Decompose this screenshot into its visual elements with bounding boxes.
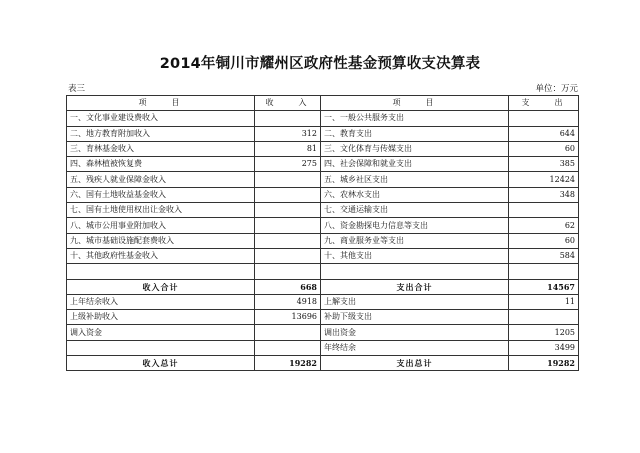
income-item-cell: 收入合计 [67, 279, 255, 294]
table-row [67, 310, 579, 325]
expense-item-cell: 七、交通运输支出 [321, 203, 509, 218]
header-income-item: 项 目 [67, 96, 255, 111]
income-amount-cell: 81 [255, 141, 321, 156]
table-row [67, 325, 579, 340]
expense-amount-cell: 19282 [509, 356, 579, 371]
expense-item-cell: 三、文化体育与传媒支出 [321, 141, 509, 156]
income-amount-cell: 19282 [255, 356, 321, 371]
expense-item-cell: 上解支出 [321, 294, 509, 309]
income-amount-cell [255, 248, 321, 263]
income-amount-cell [255, 233, 321, 248]
income-amount-cell [255, 187, 321, 202]
expense-amount-cell: 14567 [509, 279, 579, 294]
table-row [67, 356, 579, 371]
income-amount-cell: 13696 [255, 310, 321, 325]
expense-item-cell: 四、社会保障和就业支出 [321, 157, 509, 172]
table-header-row [67, 96, 579, 111]
income-amount-cell: 275 [255, 157, 321, 172]
income-amount-cell [255, 218, 321, 233]
header-expense-item: 项 目 [321, 96, 509, 111]
income-item-cell: 三、育林基金收入 [67, 141, 255, 156]
budget-table [66, 95, 579, 371]
expense-amount-cell: 1205 [509, 325, 579, 340]
table-row [67, 340, 579, 355]
income-amount-cell: 312 [255, 126, 321, 141]
income-amount-cell: 4918 [255, 294, 321, 309]
expense-item-cell: 一、一般公共服务支出 [321, 111, 509, 126]
income-item-cell: 一、文化事业建设费收入 [67, 111, 255, 126]
expense-amount-cell: 584 [509, 248, 579, 263]
page-title: 2014年铜川市耀州区政府性基金预算收支决算表 [159, 56, 481, 72]
expense-item-cell: 九、商业服务业等支出 [321, 233, 509, 248]
expense-amount-cell [509, 310, 579, 325]
unit-label: 单位：万元 [535, 84, 578, 94]
income-amount-cell [255, 172, 321, 187]
expense-item-cell: 十、其他支出 [321, 248, 509, 263]
income-item-cell: 五、残疾人就业保障金收入 [67, 172, 255, 187]
income-amount-cell [255, 340, 321, 355]
income-item-cell [67, 264, 255, 279]
expense-amount-cell [509, 111, 579, 126]
table-row [67, 203, 579, 218]
table-number: 表三 [68, 84, 86, 94]
income-item-cell [67, 340, 255, 355]
income-item-cell: 七、国有土地使用权出让金收入 [67, 203, 255, 218]
expense-item-cell: 调出资金 [321, 325, 509, 340]
income-item-cell: 十、其他政府性基金收入 [67, 248, 255, 263]
table-row [67, 233, 579, 248]
expense-item-cell: 支出总计 [321, 356, 509, 371]
table-row [67, 279, 579, 294]
expense-amount-cell: 60 [509, 233, 579, 248]
table-row [67, 157, 579, 172]
expense-item-cell: 年终结余 [321, 340, 509, 355]
income-amount-cell [255, 325, 321, 340]
table-row [67, 294, 579, 309]
expense-amount-cell: 385 [509, 157, 579, 172]
expense-amount-cell [509, 203, 579, 218]
expense-item-cell: 六、农林水支出 [321, 187, 509, 202]
table-row [67, 218, 579, 233]
expense-item-cell: 补助下级支出 [321, 310, 509, 325]
income-amount-cell [255, 111, 321, 126]
income-item-cell: 收入总计 [67, 356, 255, 371]
income-amount-cell: 668 [255, 279, 321, 294]
expense-amount-cell: 62 [509, 218, 579, 233]
expense-amount-cell: 644 [509, 126, 579, 141]
expense-amount-cell: 60 [509, 141, 579, 156]
expense-item-cell [321, 264, 509, 279]
income-item-cell: 调入资金 [67, 325, 255, 340]
expense-item-cell: 二、教育支出 [321, 126, 509, 141]
expense-amount-cell: 11 [509, 294, 579, 309]
expense-item-cell: 五、城乡社区支出 [321, 172, 509, 187]
table-row [67, 111, 579, 126]
income-item-cell: 二、地方教育附加收入 [67, 126, 255, 141]
expense-item-cell: 支出合计 [321, 279, 509, 294]
expense-amount-cell: 348 [509, 187, 579, 202]
table-row [67, 126, 579, 141]
table-row [67, 141, 579, 156]
table-row [67, 248, 579, 263]
expense-amount-cell: 3499 [509, 340, 579, 355]
header-income-amount: 收 入 [255, 96, 321, 111]
income-amount-cell [255, 203, 321, 218]
expense-amount-cell: 12424 [509, 172, 579, 187]
income-item-cell: 四、森林植被恢复费 [67, 157, 255, 172]
income-item-cell: 上年结余收入 [67, 294, 255, 309]
table-row [67, 172, 579, 187]
table-row [67, 187, 579, 202]
income-item-cell: 八、城市公用事业附加收入 [67, 218, 255, 233]
income-item-cell: 九、城市基础设施配套费收入 [67, 233, 255, 248]
income-amount-cell [255, 264, 321, 279]
table-row [67, 264, 579, 279]
header-expense-amount: 支 出 [509, 96, 579, 111]
expense-item-cell: 八、资金勘探电力信息等支出 [321, 218, 509, 233]
expense-amount-cell [509, 264, 579, 279]
income-item-cell: 六、国有土地收益基金收入 [67, 187, 255, 202]
income-item-cell: 上级补助收入 [67, 310, 255, 325]
